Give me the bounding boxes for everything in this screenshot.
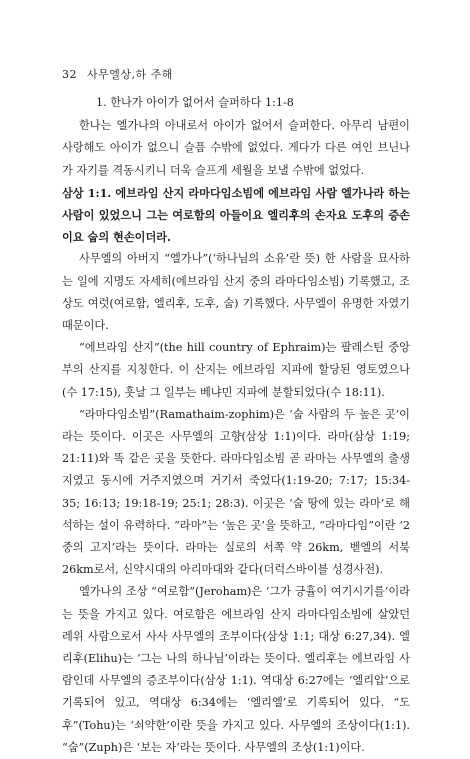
intro-paragraph: 한나는 엘가나의 아내로서 아이가 없어서 슬퍼한다. 아무리 남편이 사랑해도 아이가 없으니 슬픔 수밖에 없었다. 게다가 다른 여인 브닌나가 자기를 격동시키니 더욱 슬프게 세월을 보낼 수밖에 없었다.	[62, 119, 410, 177]
running-header	[62, 66, 173, 82]
commentary-paragraph: 사무엘의 아버지 “엘가나”(‘하나님의 소유’란 뜻) 한 사람을 묘사하는 일에 지명도 자세히(에브라임 산지 중의 라마다임소빔) 기록했고, 조상도 여럿(여로함, 엘리후, 도후, 숩) 기록했다. 사무엘이 유명한 자였기 때문이다.	[62, 252, 410, 333]
book-title: 사무엘상,하 주해	[87, 68, 173, 81]
commentary-paragraph: “에브라임 산지”(the hill country of Ephraim)는 팔레스틴 중앙부의 산지를 지칭한다. 이 산지는 에브라임 지파에 할당된 영토였으나(수 17:15), 훗날 그 일부는 베냐민 지파에 분할되었다(수 18:11).	[62, 341, 410, 399]
section-heading: 1. 한나가 아이가 없어서 슬퍼하다 1:1-8	[96, 96, 294, 109]
commentary-paragraph: 엘가나의 조상 “여로함”(Jeroham)은 ‘그가 긍휼이 여기시기를’이라는 뜻을 가지고 있다. 여로함은 에브라임 산지 라마다임소빔에 살았던 레위 사람으로서 사사 사무엘의 조부이다(삼상 1:1; 대상 6:27,34). 엘리후(Elihu)는 ‘그는 나의 하나님’이라는 뜻이다. 엘리후는 에브라임 사람인데 사무엘의 증조부이다(삼상 1:1). 역대상 6:27에는 ‘엘리압’으로 기록되어 있고, 역대상 6:34에는 ‘엘리엘’로 기록되어 있다. “도후”(Tohu)는 ‘쇠약한’이란 뜻을 가지고 있다. 사무엘의 조상이다(1:1). “숩”(Zuph)은 ‘보는 자’라는 뜻이다. 사무엘의 조상(1:1)이다.	[62, 585, 410, 754]
commentary-paragraph: “라마다임소빔”(Ramathaim-zophim)은 ‘숩 사람의 두 높은 곳’이라는 뜻이다. 이곳은 사무엘의 고향(삼상 1:1)이다. 라마(삼상 1:19; 21:11)와 똑 같은 곳을 뜻한다. 라마다임소빔 곧 라마는 사무엘의 출생지였고 동시에 거주지였으며 거기서 죽었다(1:19-20; 7:17; 15:34-35; 16:13; 19:18-19; 25:1; 28:3). 이곳은 ‘숩 땅에 있는 라마’로 해석하는 설이 유력하다. “라마”는 ‘높은 곳’을 뜻하고, “라마다임”이란 ‘2중의 고지’라는 뜻이다. 라마는 실로의 서쪽 약 26km, 벧엘의 서북 26km로서, 신약시대의 아리마대와 같다(더럭스바이블 성경사전).	[62, 407, 410, 577]
page-body	[62, 92, 410, 759]
scripture-verse: 삼상 1:1. 에브라임 산지 라마다임소빔에 에브라임 사람 엘가나라 하는 사람이 있었으니 그는 여로함의 아들이요 엘리후의 손자요 도후의 증손이요 숩의 현손이더라.	[62, 185, 410, 245]
page-number: 32	[62, 68, 77, 81]
